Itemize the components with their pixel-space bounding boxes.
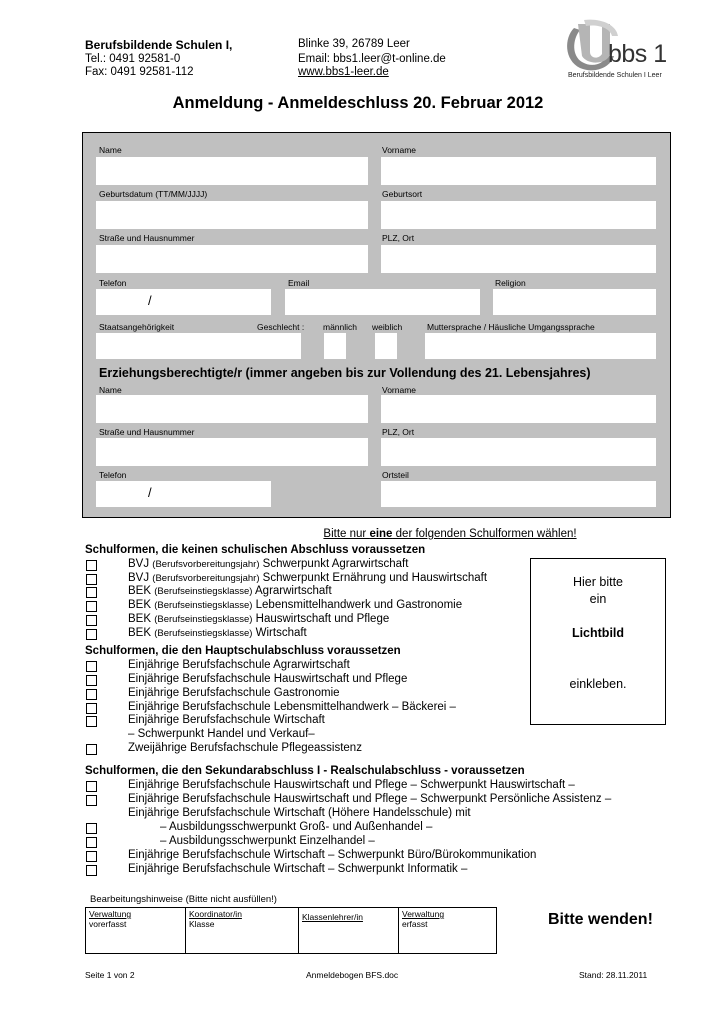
label-geschlecht: Geschlecht : [257, 322, 305, 332]
cat2-option: Einjährige Berufsfachschule Lebensmittelhandwerk – Bäckerei – [128, 701, 456, 713]
cat3-option: Einjährige Berufsfachschule Wirtschaft – Schwerpunkt Informatik – [128, 863, 468, 875]
vorname-field[interactable] [381, 157, 656, 185]
label-guardian-telefon: Telefon [99, 470, 127, 480]
school-logo [560, 18, 680, 82]
bitte-wenden: Bitte wenden! [548, 911, 653, 928]
cat1-checkbox[interactable] [86, 615, 97, 626]
logo-text: bbs 1 [608, 40, 667, 68]
telefon-field[interactable] [96, 289, 271, 315]
cat2-checkbox[interactable] [86, 689, 97, 700]
label-maennlich: männlich [323, 322, 358, 332]
label-name: Name [99, 145, 122, 155]
label-email: Email [288, 278, 310, 288]
processing-cell-koordinator: Koordinator/in Klasse [186, 908, 299, 953]
cat1-checkbox[interactable] [86, 560, 97, 571]
page-title: Anmeldung - Anmeldeschluss 20. Februar 2012 [172, 94, 544, 112]
staatsangehoerigkeit-field[interactable] [96, 333, 301, 359]
cat2-option: Einjährige Berufsfachschule Gastronomie [128, 687, 340, 699]
footer-file: Anmeldebogen BFS.doc [306, 970, 399, 980]
registration-form [82, 132, 671, 518]
cat3-checkbox[interactable] [86, 851, 97, 862]
cat1-checkbox[interactable] [86, 629, 97, 640]
cat2-option: Einjährige Berufsfachschule Hauswirtschaft und Pflege [128, 673, 408, 685]
processing-cell-klassenlehrer: Klassenlehrer/in [299, 908, 399, 953]
processing-cell-verwaltung-vorerfasst: Verwaltung vorerfasst [86, 908, 186, 953]
muttersprache-field[interactable] [425, 333, 656, 359]
geburtsdatum-field[interactable] [96, 201, 368, 229]
email-field[interactable] [285, 289, 480, 315]
cat1-option: BVJ (Berufsvorbereitungsjahr) Schwerpunkt Ernährung und Hauswirtschaft [128, 572, 488, 584]
name-field[interactable] [96, 157, 368, 185]
guardian-ortsteil-field[interactable] [381, 481, 656, 507]
school-phone: Tel.: 0491 92581-0 [85, 53, 181, 65]
school-name: Berufsbildende Schulen I, [85, 38, 233, 52]
guardian-name-field[interactable] [96, 395, 368, 423]
guardian-heading: Erziehungsberechtigte/r (immer angeben bis zur Vollendung des 21. Lebensjahres) [99, 366, 591, 380]
school-email: Email: bbs1.leer@t-online.de [298, 53, 446, 65]
cat1-option: BEK (Berufseinstiegsklasse) Wirtschaft [128, 627, 307, 639]
cat3-option: Einjährige Berufsfachschule Hauswirtschaft und Pflege – Schwerpunkt Persönliche Assistenz – [128, 793, 612, 805]
label-guardian-vorname: Vorname [382, 385, 417, 395]
strasse-field[interactable] [96, 245, 368, 273]
logo-subtitle: Berufsbildende Schulen I Leer [568, 72, 662, 79]
photo-line-3: Lichtbild [571, 626, 625, 640]
photo-box [530, 558, 666, 725]
cat3-option: Einjährige Berufsfachschule Wirtschaft – Schwerpunkt Büro/Bürokommunikation [128, 849, 537, 861]
cat2-checkbox[interactable] [86, 703, 97, 714]
processing-table [85, 907, 497, 954]
label-muttersprache: Muttersprache / Häusliche Umgangssprache [427, 322, 595, 332]
cat3-option: – Ausbildungsschwerpunkt Einzelhandel – [160, 835, 375, 847]
label-guardian-name: Name [99, 385, 122, 395]
label-guardian-plz-ort: PLZ, Ort [382, 427, 415, 437]
guardian-plz-ort-field[interactable] [381, 438, 656, 466]
cat3-checkbox[interactable] [86, 795, 97, 806]
cat2-option: Einjährige Berufsfachschule Wirtschaft [128, 714, 325, 726]
cat2-checkbox[interactable] [86, 675, 97, 686]
cat3-option: Einjährige Berufsfachschule Hauswirtschaft und Pflege – Schwerpunkt Hauswirtschaft – [128, 779, 575, 791]
guardian-phone-separator: / [148, 485, 152, 500]
cat1-checkbox[interactable] [86, 587, 97, 598]
cat2-checkbox[interactable] [86, 661, 97, 672]
maennlich-checkbox[interactable] [324, 333, 346, 359]
religion-field[interactable] [493, 289, 656, 315]
label-religion: Religion [495, 278, 526, 288]
cat1-option: BEK (Berufseinstiegsklasse) Agrarwirtschaft [128, 585, 332, 597]
processing-note: Bearbeitungshinweise (Bitte nicht ausfüllen!) [90, 894, 277, 905]
category-1-heading: Schulformen, die keinen schulischen Abschluss voraussetzen [85, 544, 426, 556]
cat1-checkbox[interactable] [86, 574, 97, 585]
cat2-option: – Schwerpunkt Handel und Verkauf– [128, 728, 315, 740]
weiblich-checkbox[interactable] [375, 333, 397, 359]
label-weiblich: weiblich [372, 322, 403, 332]
cat2-checkbox[interactable] [86, 744, 97, 755]
label-vorname: Vorname [382, 145, 417, 155]
label-geburtsdatum: Geburtsdatum (TT/MM/JJJJ) [99, 189, 208, 199]
cat1-checkbox[interactable] [86, 601, 97, 612]
cat1-option: BVJ (Berufsvorbereitungsjahr) Schwerpunkt Agrarwirtschaft [128, 558, 409, 570]
label-guardian-ortsteil: Ortsteil [382, 470, 409, 480]
plz-ort-field[interactable] [381, 245, 656, 273]
school-fax: Fax: 0491 92581-112 [85, 66, 194, 78]
photo-line-2: ein [589, 592, 607, 606]
guardian-vorname-field[interactable] [381, 395, 656, 423]
label-staatsangehoerigkeit: Staatsangehörigkeit [99, 322, 175, 332]
school-website-link[interactable]: www.bbs1-leer.de [298, 66, 389, 78]
cat1-option: BEK (Berufseinstiegsklasse) Hauswirtschaft und Pflege [128, 613, 390, 625]
label-plz-ort: PLZ, Ort [382, 233, 415, 243]
processing-cell-verwaltung-erfasst: Verwaltung erfasst [402, 909, 445, 929]
cat3-option: – Ausbildungsschwerpunkt Groß- und Außenhandel – [160, 821, 433, 833]
cat3-checkbox[interactable] [86, 823, 97, 834]
cat3-checkbox[interactable] [86, 781, 97, 792]
label-strasse: Straße und Hausnummer [99, 233, 195, 243]
footer-stand: Stand: 28.11.2011 [579, 970, 648, 980]
footer-page: Seite 1 von 2 [85, 970, 135, 980]
cat1-option: BEK (Berufseinstiegsklasse) Lebensmittelhandwerk und Gastronomie [128, 599, 463, 611]
label-telefon: Telefon [99, 278, 127, 288]
phone-separator: / [148, 293, 152, 308]
photo-line-4: einkleben. [569, 677, 627, 691]
guardian-strasse-field[interactable] [96, 438, 368, 466]
cat2-option: Einjährige Berufsfachschule Agrarwirtschaft [128, 659, 350, 671]
guardian-telefon-field[interactable] [96, 481, 271, 507]
cat3-checkbox[interactable] [86, 865, 97, 876]
label-guardian-strasse: Straße und Hausnummer [99, 427, 195, 437]
cat2-checkbox[interactable] [86, 716, 97, 727]
cat2-option: Zweijährige Berufsfachschule Pflegeassistenz [128, 742, 362, 754]
category-2-heading: Schulformen, die den Hauptschulabschluss voraussetzen [85, 645, 401, 657]
category-3-heading: Schulformen, die den Sekundarabschluss I - Realschulabschluss - voraussetzen [85, 765, 525, 777]
school-address: Blinke 39, 26789 Leer [298, 38, 410, 50]
choose-note: Bitte nur eine der folgenden Schulformen wählen! [323, 528, 577, 540]
photo-line-1: Hier bitte [572, 575, 624, 589]
geburtsort-field[interactable] [381, 201, 656, 229]
label-geburtsort: Geburtsort [382, 189, 423, 199]
cat3-checkbox[interactable] [86, 837, 97, 848]
cat3-option: Einjährige Berufsfachschule Wirtschaft (Höhere Handelsschule) mit [128, 807, 471, 819]
